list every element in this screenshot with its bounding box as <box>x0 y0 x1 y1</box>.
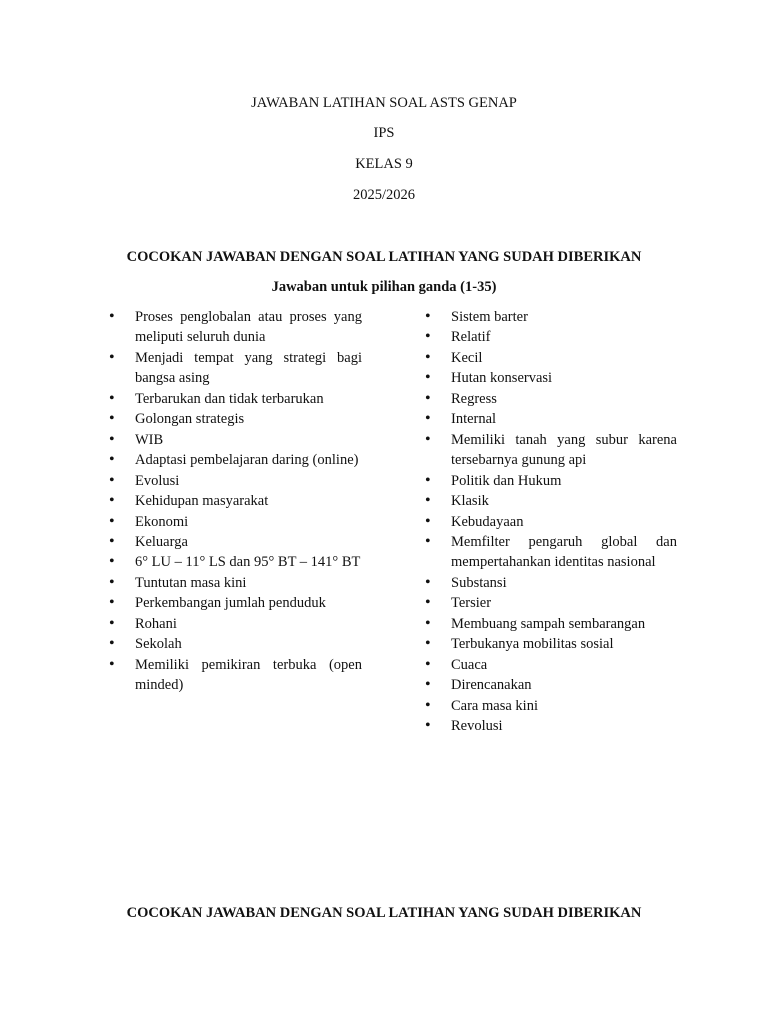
answer-item: • Ekonomi <box>135 512 362 532</box>
answer-list-left <box>135 307 362 696</box>
answer-item: • Regress <box>451 389 677 409</box>
answer-item: • 6° LU – 11° LS dan 95° BT – 141° BT <box>135 552 362 572</box>
answer-item: • Adaptasi pembelajaran daring (online) <box>135 450 362 470</box>
answer-item: • Sistem barter <box>451 307 677 327</box>
answer-item: • Klasik <box>451 491 677 511</box>
answer-item: • Tersier <box>451 593 677 613</box>
answer-item: • Hutan konservasi <box>451 368 677 388</box>
answer-item: • Kehidupan masyarakat <box>135 491 362 511</box>
answer-item: • Internal <box>451 409 677 429</box>
school-year: 2025/2026 <box>352 187 416 203</box>
answer-item: • Direncanakan <box>451 675 677 695</box>
answer-item: • Terbarukan dan tidak terbarukan <box>135 389 362 409</box>
answer-item: • Substansi <box>451 573 677 593</box>
answer-item: • Politik dan Hukum <box>451 471 677 491</box>
answer-item: • Kebudayaan <box>451 512 677 532</box>
answer-item: • Keluarga <box>135 532 362 552</box>
answer-item: • Revolusi <box>451 716 677 736</box>
answer-item: • Cuaca <box>451 655 677 675</box>
answer-item: • WIB <box>135 430 362 450</box>
answer-item: • Relatif <box>451 327 677 347</box>
document-title: JAWABAN LATIHAN SOAL ASTS GENAP <box>251 95 517 111</box>
subject-label: IPS <box>373 125 395 141</box>
section-heading-2: COCOKAN JAWABAN DENGAN SOAL LATIHAN YANG SUDAH DIBERIKAN <box>126 905 642 921</box>
multiple-choice-subheading: Jawaban untuk pilihan ganda (1-35) <box>271 279 497 295</box>
answer-item: • Cara masa kini <box>451 696 677 716</box>
answer-item: • Tuntutan masa kini <box>135 573 362 593</box>
answer-item: • Memiliki tanah yang subur karena tersebarnya gunung api <box>451 430 677 471</box>
answer-item: • Memiliki pemikiran terbuka (open minded) <box>135 655 362 696</box>
answer-item: • Perkembangan jumlah penduduk <box>135 593 362 613</box>
answer-item: • Sekolah <box>135 634 362 654</box>
grade-label: KELAS 9 <box>355 156 413 172</box>
answer-item: • Memfilter pengaruh global dan mempertahankan identitas nasional <box>451 532 677 573</box>
answer-item: • Proses penglobalan atau proses yang meliputi seluruh dunia <box>135 307 362 348</box>
answer-list-right <box>451 307 677 737</box>
answer-item: • Menjadi tempat yang strategi bagi bangsa asing <box>135 348 362 389</box>
answer-item: • Rohani <box>135 614 362 634</box>
answer-item: • Membuang sampah sembarangan <box>451 614 677 634</box>
answer-item: • Evolusi <box>135 471 362 491</box>
answer-item: • Golongan strategis <box>135 409 362 429</box>
answer-item: • Kecil <box>451 348 677 368</box>
section-heading: COCOKAN JAWABAN DENGAN SOAL LATIHAN YANG SUDAH DIBERIKAN <box>126 249 642 265</box>
answer-item: • Terbukanya mobilitas sosial <box>451 634 677 654</box>
